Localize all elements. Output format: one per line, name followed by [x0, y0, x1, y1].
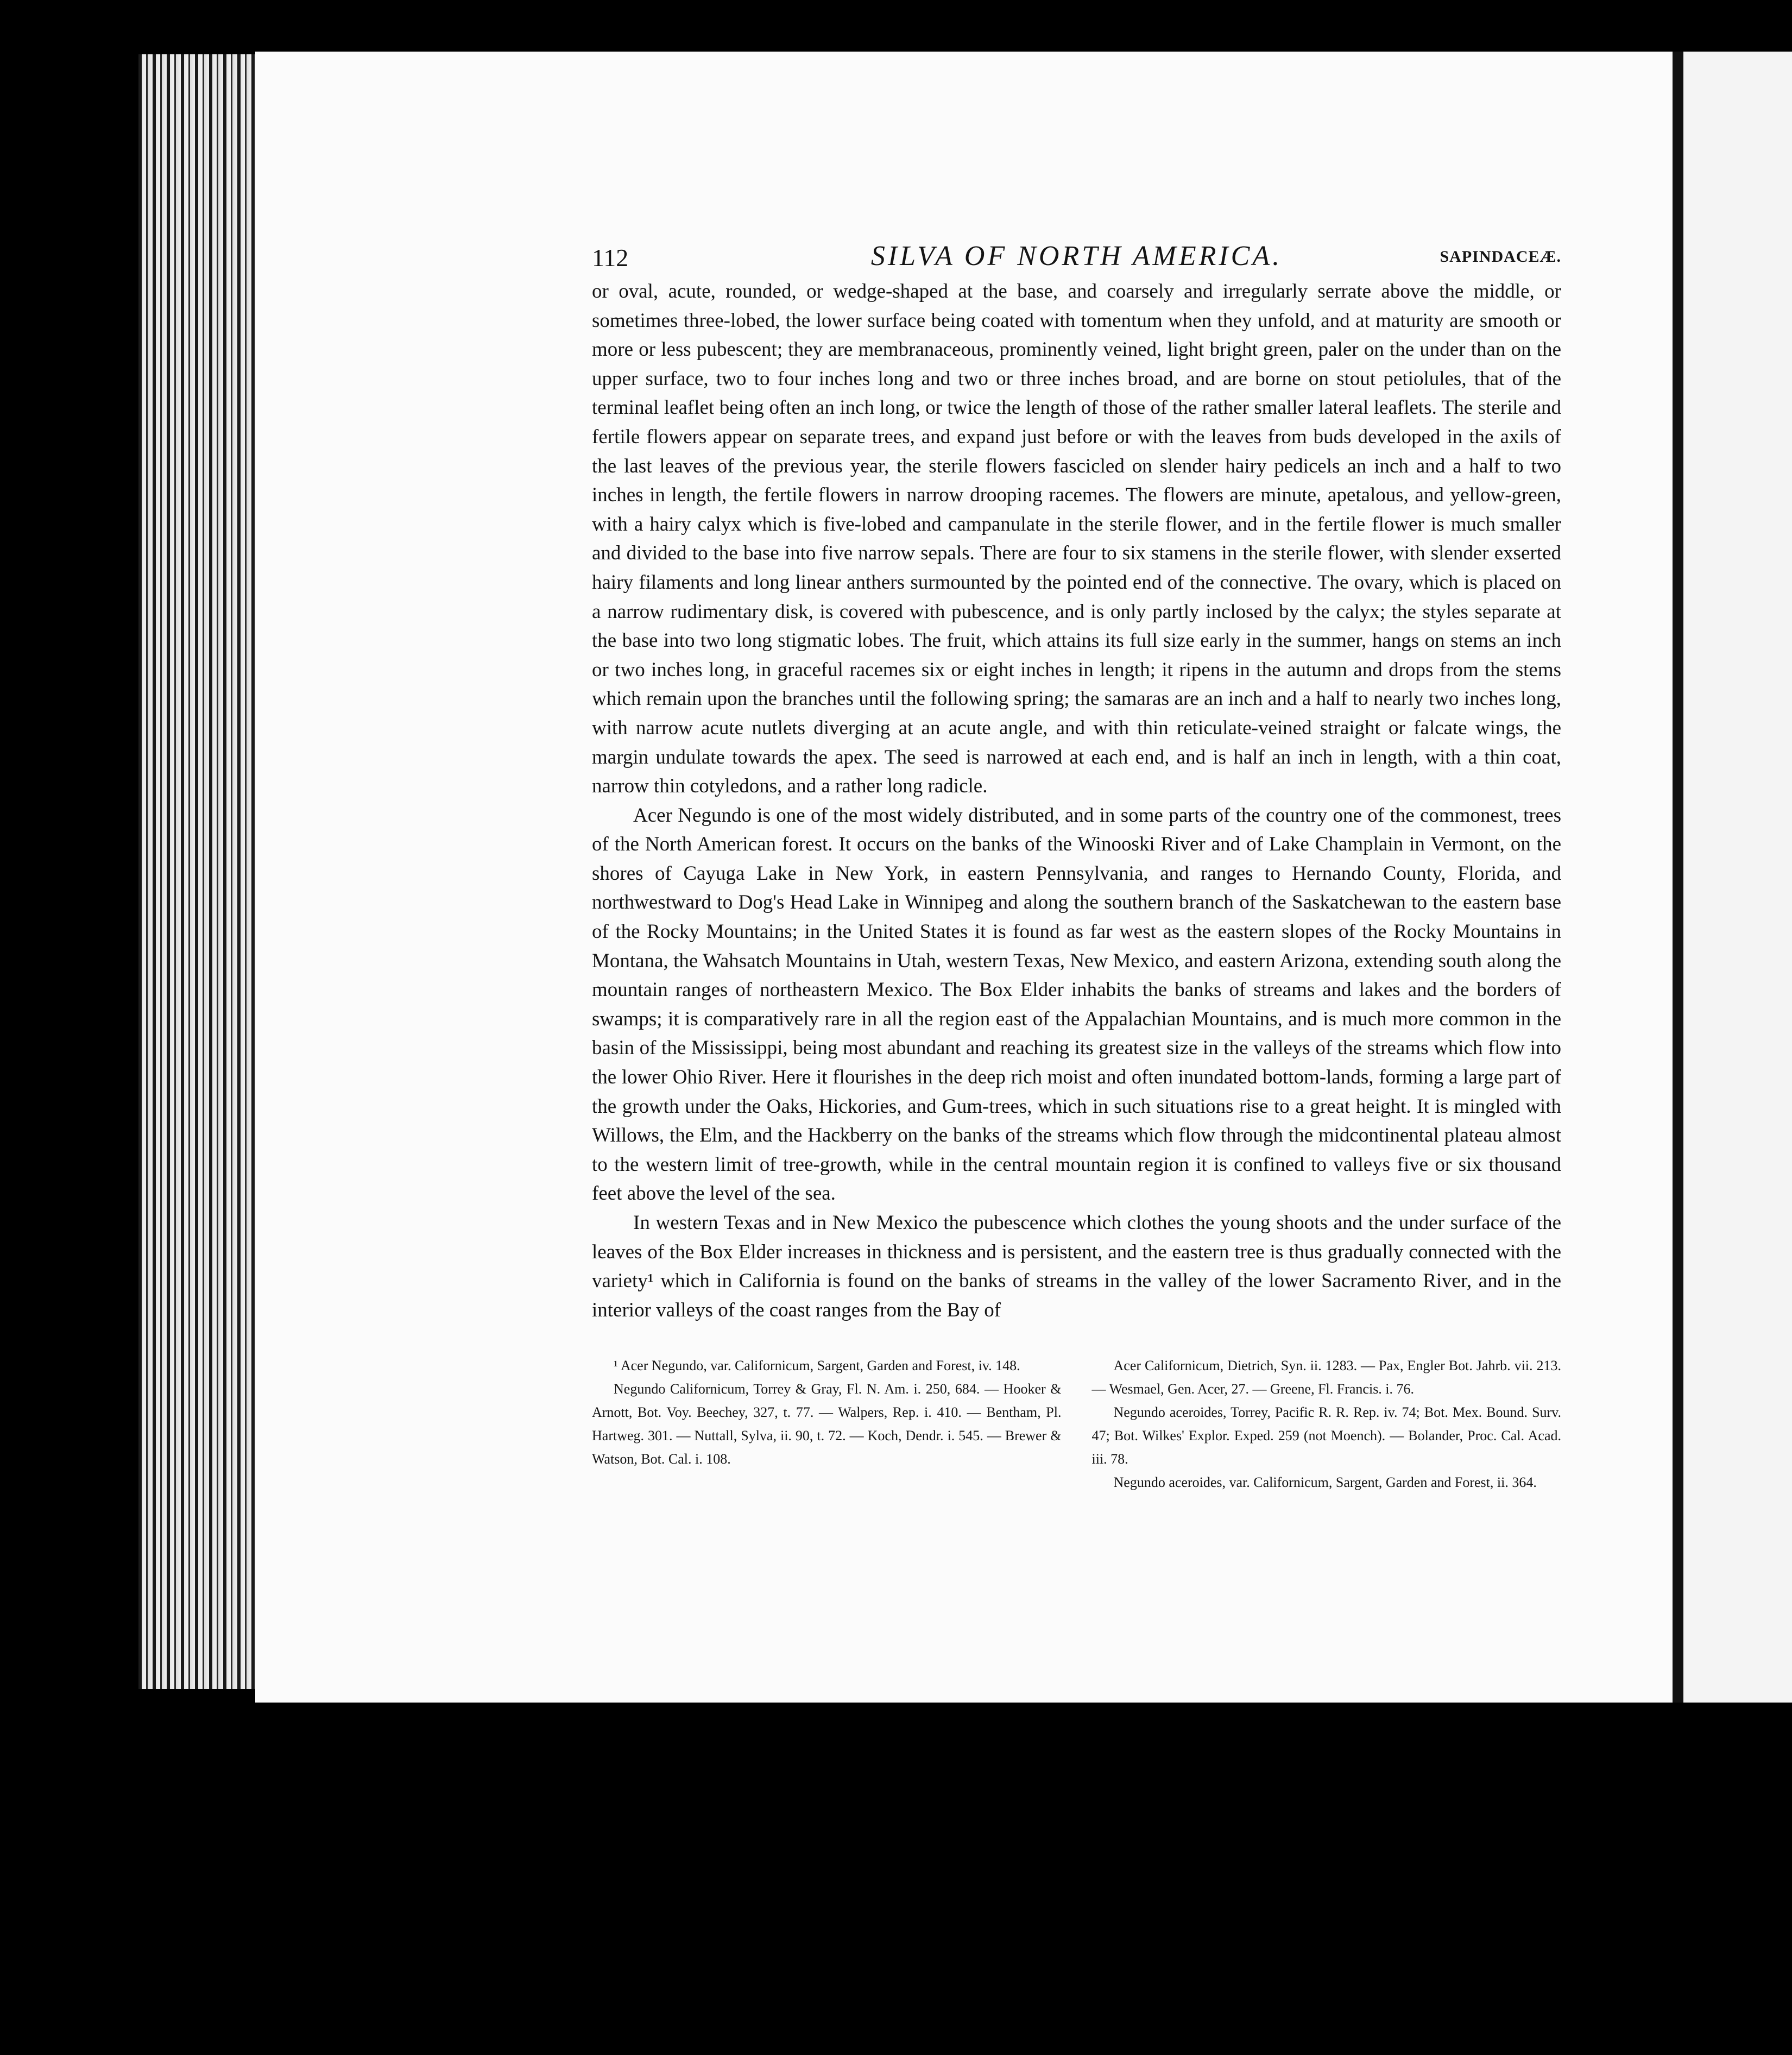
page-content	[592, 234, 1561, 1494]
paragraph: Acer Negundo is one of the most widely distributed, and in some parts of the country one of the commonest, trees of the North American forest. It occurs on the banks of the Winooski River and of Lake Champlain in Vermont, on the shores of Cayuga Lake in New York, in eastern Pennsylvania, and ranges to Hernando County, Florida, and northwestward to Dog's Head Lake in Winnipeg and along the southern branch of the Saskatchewan to the eastern base of the Rocky Mountains; in the United States it is found as far west as the eastern slopes of the Rocky Mountains in Montana, the Wahsatch Mountains in Utah, western Texas, New Mexico, and eastern Arizona, extending south along the mountain ranges of northeastern Mexico. The Box Elder inhabits the banks of streams and lakes and the borders of swamps; it is comparatively rare in all the region east of the Appalachian Mountains, and is much more common in the basin of the Mississippi, being most abundant and reaching its greatest size in the valleys of the streams which flow into the lower Ohio River. Here it flourishes in the deep rich moist and often inundated bottom-lands, forming a large part of the growth under the Oaks, Hickories, and Gum-trees, which in such situations rise to a great height. It is mingled with Willows, the Elm, and the Hackberry on the banks of the streams which flow through the midcontinental plateau almost to the western limit of tree-growth, while in the central mountain region it is confined to valleys five or six thousand feet above the level of the sea.	[592, 804, 1561, 1205]
paragraph: In western Texas and in New Mexico the pubescence which clothes the young shoots and the under surface of the leaves of the Box Elder increases in thickness and is persistent, and the eastern tree is thus gradually connected with the variety¹ which in California is found on the banks of streams in the valley of the lower Sacramento River, and in the interior valleys of the coast ranges from the Bay of	[592, 1212, 1561, 1321]
page-number: 112	[592, 244, 629, 272]
running-title: SILVA OF NORTH AMERICA.	[870, 241, 1283, 272]
footnote: Acer Californicum, Dietrich, Syn. ii. 1283. — Pax, Engler Bot. Jahrb. vii. 213. — Wesmael, Gen. Acer, 27. — Greene, Fl. Francis. i. 76.	[1091, 1358, 1561, 1397]
footnote: Negundo aceroides, Torrey, Pacific R. R. Rep. iv. 74; Bot. Mex. Bound. Surv. 47; Bot. Wilkes' Explor. Exped. 259 (not Moench). — Bolander, Proc. Cal. Acad. iii. 78.	[1091, 1404, 1561, 1467]
footnote: ¹ Acer Negundo, var. Californicum, Sargent, Garden and Forest, iv. 148.	[614, 1358, 1020, 1374]
stacked-page-edges	[138, 54, 263, 1689]
paragraph: or oval, acute, rounded, or wedge-shaped at the base, and coarsely and irregularly serrate above the middle, or sometimes three-lobed, the lower surface being coated with tomentum when they unfold, and at maturity are smooth or more or less pubescent; they are membranaceous, prominently veined, light bright green, paler on the under than on the upper surface, two to four inches long and two or three inches broad, and are borne on stout petiolules, that of the terminal leaflet being often an inch long, or twice the length of those of the rather smaller lateral leaflets. The sterile and fertile flowers appear on separate trees, and expand just before or with the leaves from buds developed in the axils of the last leaves of the previous year, the sterile flowers fascicled on slender hairy pedicels an inch and a half to two inches in length, the fertile flowers in narrow drooping racemes. The flowers are minute, apetalous, and yellow-green, with a hairy calyx which is five-lobed and campanulate in the sterile flower, and in the fertile flower is much smaller and divided to the base into five narrow sepals. There are four to six stamens in the sterile flower, with slender exserted hairy filaments and long linear anthers surmounted by the pointed end of the connective. The ovary, which is placed on a narrow rudimentary disk, is covered with pubescence, and is only partly inclosed by the calyx; the styles separate at the base into two long stigmatic lobes. The fruit, which attains its full size early in the summer, hangs on stems an inch or two inches long, in graceful racemes six or eight inches in length; it ripens in the autumn and drops from the stems which remain upon the branches until the following spring; the samaras are an inch and a half to nearly two inches long, with narrow acute nutlets diverging at an acute angle, and with thin reticulate-veined straight or falcate wings, the margin undulate towards the apex. The seed is narrowed at each end, and is half an inch in length, with a thin coat, narrow thin cotyledons, and a rather long radicle.	[592, 280, 1561, 798]
facing-page-edge	[1683, 52, 1792, 1703]
footnotes	[592, 1354, 1561, 1494]
footnote: Negundo aceroides, var. Californicum, Sargent, Garden and Forest, ii. 364.	[1113, 1474, 1537, 1491]
body-text	[592, 277, 1561, 1325]
footnote: Negundo Californicum, Torrey & Gray, Fl. N. Am. i. 250, 684. — Hooker & Arnott, Bot. Voy. Beechey, 327, t. 77. — Walpers, Rep. i. 410. — Bentham, Pl. Hartweg. 301. — Nuttall, Sylva, ii. 90, t. 72. — Koch, Dendr. i. 545. — Brewer & Watson, Bot. Cal. i. 108.	[592, 1381, 1062, 1467]
running-head	[592, 234, 1561, 277]
section-label: SAPINDACEÆ.	[1440, 248, 1561, 266]
gutter-shadow	[1673, 52, 1683, 1703]
